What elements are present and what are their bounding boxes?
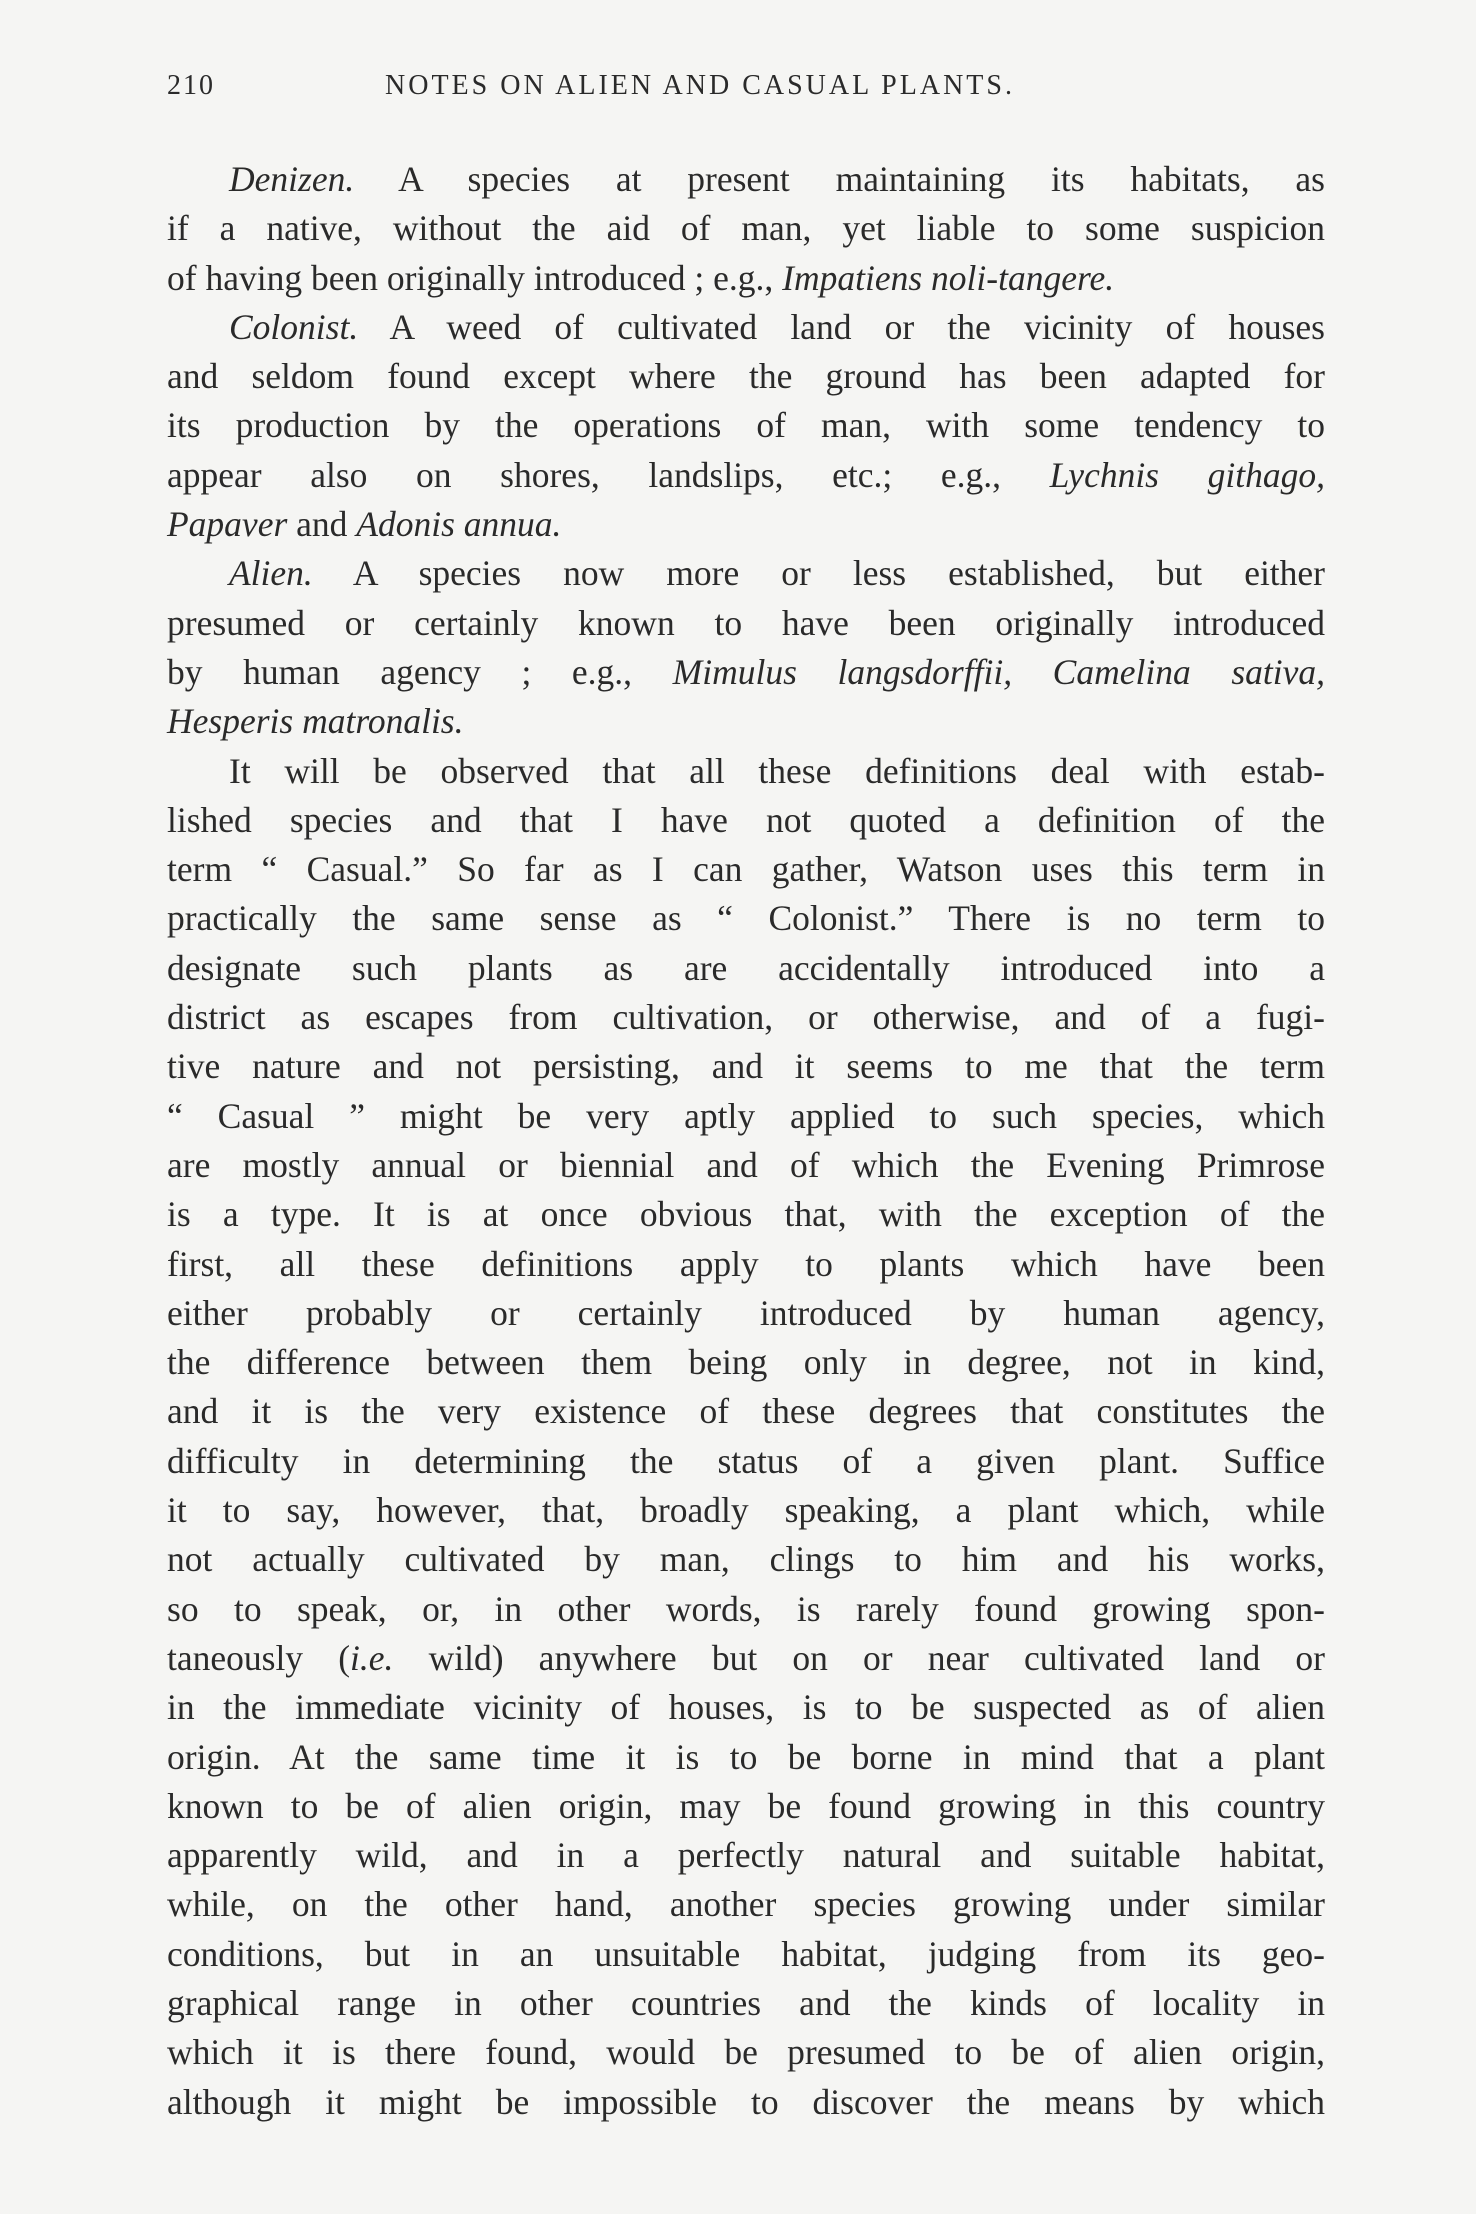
text-line: [167, 254, 1325, 303]
text-line: [167, 1289, 1325, 1338]
text-line: [167, 451, 1325, 500]
body-text: [167, 155, 1325, 2127]
italic-text: Lychnis githago,: [1049, 454, 1325, 495]
text-line: [167, 944, 1325, 993]
text-line: [167, 1733, 1325, 1782]
text-line: [167, 1782, 1325, 1831]
text-line: [167, 796, 1325, 845]
text-run: taneously (: [167, 1637, 351, 1678]
text-line: [167, 845, 1325, 894]
text-line: [167, 697, 1325, 746]
text-run: presumed or certainly known to have been originally introduced: [167, 602, 1325, 643]
text-run: “ Casual ” might be very aptly applied to such species, which: [167, 1095, 1325, 1136]
text-run: apparently wild, and in a perfectly natural and suitable habitat,: [167, 1835, 1325, 1876]
text-run: which it is there found, would be presumed to be of alien origin,: [167, 2032, 1325, 2073]
text-run: A species at present maintaining its habitats, as: [354, 159, 1325, 199]
text-run: while, on the other hand, another species growing under similar: [167, 1884, 1325, 1925]
text-line: [167, 1930, 1325, 1979]
text-run: graphical range in other countries and the kinds of locality in: [167, 1982, 1325, 2023]
text-line: [167, 1437, 1325, 1486]
text-run: difficulty in determining the status of a given plant. Suffice: [167, 1440, 1325, 1481]
running-header: [167, 70, 1337, 120]
text-run: if a native, without the aid of man, yet liable to some suspicion: [167, 208, 1325, 249]
text-run: in the immediate vicinity of houses, is to be suspected as of alien: [167, 1687, 1325, 1728]
text-run: lished species and that I have not quoted a definition of the: [167, 799, 1325, 840]
text-run: district as escapes from cultivation, or otherwise, and of a fugi-: [167, 997, 1325, 1038]
text-line: [167, 894, 1325, 943]
text-line: [167, 155, 1325, 204]
page-number: 210: [167, 70, 215, 101]
text-run: it to say, however, that, broadly speaking, a plant which, while: [167, 1490, 1325, 1531]
text-line: [167, 1535, 1325, 1584]
text-run: and: [287, 504, 357, 545]
text-line: [167, 1141, 1325, 1190]
text-line: [167, 2028, 1325, 2077]
italic-text: Alien.: [229, 553, 313, 594]
text-line: [167, 1387, 1325, 1436]
text-line: [167, 648, 1325, 697]
text-run: so to speak, or, in other words, is rarely found growing spon-: [167, 1588, 1325, 1629]
text-run: A species now more or less established, but either: [312, 553, 1325, 594]
text-line: [167, 993, 1325, 1042]
text-run: either probably or certainly introduced by human agency,: [167, 1292, 1325, 1333]
text-line: [167, 1683, 1325, 1732]
text-line: [167, 401, 1325, 450]
text-line: [167, 1190, 1325, 1239]
text-run: although it might be impossible to discover the means by which: [167, 2081, 1325, 2122]
text-line: [167, 2078, 1325, 2127]
running-title: NOTES ON ALIEN AND CASUAL PLANTS.: [385, 70, 1015, 101]
text-line: [167, 1092, 1325, 1141]
italic-text: Hesperis matronalis.: [167, 701, 464, 742]
text-run: are mostly annual or biennial and of which the Evening Primrose: [167, 1144, 1325, 1185]
text-run: known to be of alien origin, may be found growing in this country: [167, 1785, 1325, 1826]
italic-text: Papaver: [167, 504, 288, 545]
text-run: appear also on shores, landslips, etc.; e.g.,: [167, 454, 1050, 495]
text-run: conditions, but in an unsuitable habitat, judging from its geo-: [167, 1933, 1325, 1974]
text-run: the difference between them being only in degree, not in kind,: [167, 1342, 1325, 1383]
italic-text: i.e.: [350, 1637, 394, 1678]
text-run: wild) anywhere but on or near cultivated land or: [393, 1637, 1325, 1678]
text-run: and it is the very existence of these degrees that constitutes the: [167, 1391, 1325, 1432]
text-line: [167, 747, 1325, 796]
text-run: of having been originally introduced ; e.g.,: [167, 257, 783, 298]
text-run: is a type. It is at once obvious that, with the exception of the: [167, 1194, 1325, 1235]
text-line: [167, 1880, 1325, 1929]
italic-text: Impatiens noli-tangere.: [782, 257, 1115, 298]
italic-text: Mimulus langsdorffii, Camelina sativa,: [672, 651, 1326, 692]
text-line: [167, 1042, 1325, 1091]
text-run: It will be observed that all these definitions deal with estab-: [229, 750, 1325, 791]
text-line: [167, 599, 1325, 648]
text-line: [167, 549, 1325, 598]
text-line: [167, 1338, 1325, 1387]
text-run: by human agency ; e.g.,: [167, 651, 673, 692]
italic-text: Colonist.: [229, 306, 359, 347]
text-run: origin. At the same time it is to be borne in mind that a plant: [167, 1736, 1325, 1777]
text-line: [167, 1486, 1325, 1535]
text-line: [167, 204, 1325, 253]
text-run: practically the same sense as “ Colonist.” There is no term to: [167, 898, 1325, 939]
text-line: [167, 1634, 1325, 1683]
text-line: [167, 1585, 1325, 1634]
text-run: not actually cultivated by man, clings to him and his works,: [167, 1539, 1325, 1580]
text-run: term “ Casual.” So far as I can gather, Watson uses this term in: [167, 849, 1325, 890]
text-line: [167, 1979, 1325, 2028]
text-line: [167, 303, 1325, 352]
text-run: designate such plants as are accidentally introduced into a: [167, 947, 1325, 988]
text-run: A weed of cultivated land or the vicinity of houses: [358, 306, 1325, 347]
text-line: [167, 1831, 1325, 1880]
text-line: [167, 500, 1325, 549]
text-line: [167, 1240, 1325, 1289]
text-run: first, all these definitions apply to plants which have been: [167, 1243, 1325, 1284]
text-run: tive nature and not persisting, and it seems to me that the term: [167, 1046, 1325, 1087]
text-line: [167, 352, 1325, 401]
italic-text: Denizen.: [229, 159, 355, 199]
italic-text: Adonis annua.: [356, 504, 562, 545]
text-run: its production by the operations of man, with some tendency to: [167, 405, 1325, 446]
text-run: and seldom found except where the ground has been adapted for: [167, 356, 1325, 397]
